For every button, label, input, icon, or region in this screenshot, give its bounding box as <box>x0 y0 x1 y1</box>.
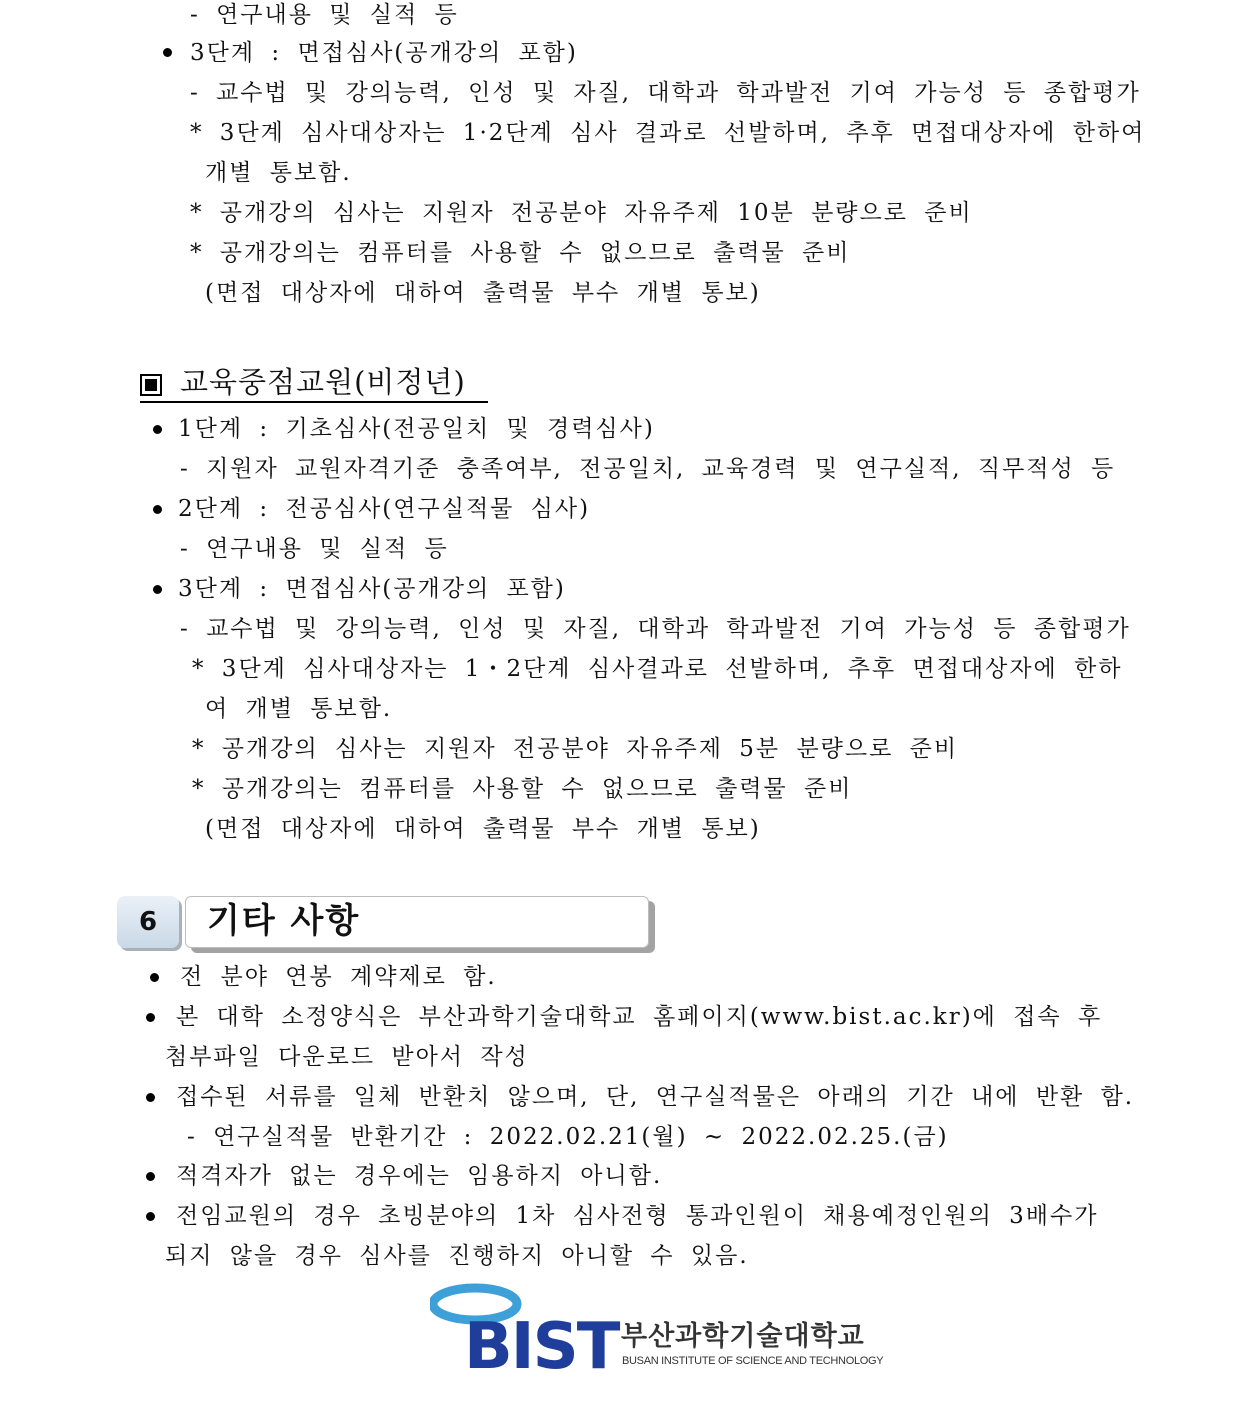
sec6-line-6: 적격자가 없는 경우에는 임용하지 아니함. <box>176 1163 663 1189</box>
edu-line-5: 3단계 : 면접심사(공개강의 포함) <box>178 576 566 602</box>
sec6-line-4: 접수된 서류를 일체 반환치 않으며, 단, 연구실적물은 아래의 기간 내에 반환 함. <box>176 1084 1135 1110</box>
edu-line-2: - 지원자 교원자격기준 충족여부, 전공일치, 교육경력 및 연구실적, 직무적성 등 <box>180 456 1116 482</box>
edu-line-8: 여 개별 통보함. <box>205 696 393 722</box>
edu-line-3: 2단계 : 전공심사(연구실적물 심사) <box>178 496 591 522</box>
bullet <box>146 1172 155 1181</box>
section-heading-text: 교육중점교원(비정년) <box>180 365 466 399</box>
top-line-6: * 공개강의 심사는 지원자 전공분야 자유주제 10분 분량으로 준비 <box>190 200 973 226</box>
edu-line-9: * 공개강의 심사는 지원자 전공분야 자유주제 5분 분량으로 준비 <box>192 736 959 762</box>
sec6-line-7: 전임교원의 경우 초빙분야의 1차 심사전형 통과인원이 채용예정인원의 3배수가 <box>176 1203 1099 1229</box>
edu-line-7: * 3단계 심사대상자는 1・2단계 심사결과로 선발하며, 추후 면접대상자에 한하 <box>192 656 1123 682</box>
bullet <box>153 425 162 434</box>
edu-line-6: - 교수법 및 강의능력, 인성 및 자질, 대학과 학과발전 기여 가능성 등 종합평가 <box>180 616 1131 642</box>
edu-line-4: - 연구내용 및 실적 등 <box>180 536 449 562</box>
top-line-1: - 연구내용 및 실적 등 <box>190 2 459 28</box>
top-line-8: (면접 대상자에 대하여 출력물 부수 개별 통보) <box>205 280 761 306</box>
section-title: 기타 사항 <box>207 901 361 941</box>
filled-square-icon <box>140 374 162 396</box>
section-number-badge: 6 <box>117 896 179 948</box>
bullet <box>153 585 162 594</box>
section-heading-edu <box>140 364 466 400</box>
sec6-line-5: - 연구실적물 반환기간 : 2022.02.21(월) ~ 2022.02.25.(금) <box>187 1124 949 1150</box>
bullet <box>150 973 159 982</box>
top-line-7: * 공개강의는 컴퓨터를 사용할 수 없으므로 출력물 준비 <box>190 240 851 266</box>
edu-line-10: * 공개강의는 컴퓨터를 사용할 수 없으므로 출력물 준비 <box>192 776 853 802</box>
top-line-5: 개별 통보함. <box>205 160 352 186</box>
sec6-line-1: 전 분야 연봉 계약제로 함. <box>180 964 497 990</box>
logo-name-kr: 부산과학기술대학교 <box>621 1321 865 1352</box>
bullet <box>146 1212 155 1221</box>
bullet <box>146 1013 155 1022</box>
top-line-3: - 교수법 및 강의능력, 인성 및 자질, 대학과 학과발전 기여 가능성 등 종합평가 <box>190 80 1141 106</box>
top-line-4: * 3단계 심사대상자는 1·2단계 심사 결과로 선발하며, 추후 면접대상자에 한하여 <box>190 120 1146 146</box>
edu-line-1: 1단계 : 기초심사(전공일치 및 경력심사) <box>178 416 655 442</box>
sec6-line-3: 첨부파일 다운로드 받아서 작성 <box>165 1044 529 1070</box>
bullet <box>146 1093 155 1102</box>
sec6-line-8: 되지 않을 경우 심사를 진행하지 아니할 수 있음. <box>165 1243 749 1269</box>
logo-name-en: BUSAN INSTITUTE OF SCIENCE AND TECHNOLOGY <box>622 1355 884 1367</box>
heading-underline <box>140 401 488 403</box>
logo-mark: BIST <box>464 1310 619 1374</box>
top-line-2: 3단계 : 면접심사(공개강의 포함) <box>190 40 578 66</box>
bullet <box>163 48 172 57</box>
sec6-line-2: 본 대학 소정양식은 부산과학기술대학교 홈페이지(www.bist.ac.kr)에 접속 후 <box>176 1004 1103 1030</box>
bullet <box>153 505 162 514</box>
edu-line-11: (면접 대상자에 대하여 출력물 부수 개별 통보) <box>205 816 761 842</box>
